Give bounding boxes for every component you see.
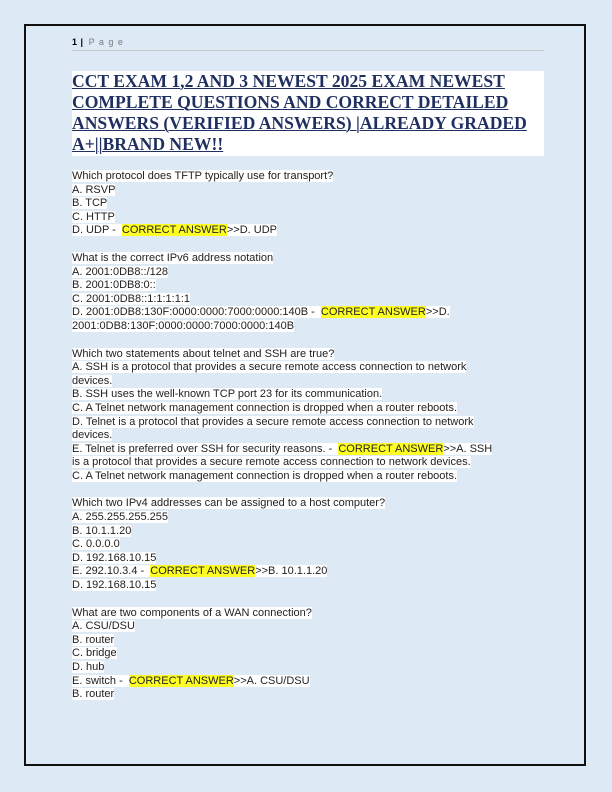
questions-list bbox=[72, 170, 544, 702]
option-line-text: B. 2001:0DB8:0:: bbox=[72, 279, 156, 292]
option-line-text: D. 192.168.10.15 bbox=[72, 551, 157, 564]
answer-text: >>A. SSH bbox=[443, 442, 493, 455]
option-line bbox=[72, 279, 544, 293]
option-line-text: D. UDP - bbox=[72, 224, 119, 237]
answer-text: >>A. CSU/DSU bbox=[233, 674, 310, 687]
answer-text: >>D. bbox=[425, 306, 450, 319]
option-line bbox=[72, 266, 544, 280]
answer-line bbox=[72, 675, 544, 689]
option-line-text: C. bridge bbox=[72, 647, 117, 660]
answer-continuation bbox=[72, 579, 544, 593]
option-line-text: E. 292.10.3.4 - bbox=[72, 565, 148, 578]
option-line-text: A. RSVP bbox=[72, 183, 116, 196]
document-title: CCT EXAM 1,2 AND 3 NEWEST 2025 EXAM NEWEST COMPLETE QUESTIONS AND CORRECT DETAILED ANSWERS (VERIFIED ANSWERS) |ALREADY GRADED A+||BRAND NEW!! bbox=[72, 71, 527, 154]
answer-continuation bbox=[72, 470, 544, 484]
answer-continuation bbox=[72, 320, 544, 334]
option-line-text: B. 10.1.1.20 bbox=[72, 524, 132, 537]
option-line bbox=[72, 402, 544, 416]
answer-text: >>B. 10.1.1.20 bbox=[255, 565, 328, 578]
option-line-text: E. Telnet is preferred over SSH for security reasons. - bbox=[72, 442, 336, 455]
option-line bbox=[72, 647, 544, 661]
option-line-text: A. CSU/DSU bbox=[72, 620, 135, 633]
page-separator: | bbox=[80, 37, 84, 47]
answer-line bbox=[72, 443, 544, 457]
option-line-text: D. 2001:0DB8:130F:0000:0000:7000:0000:140B - bbox=[72, 306, 318, 319]
option-line-text: B. SSH uses the well-known TCP port 23 for its communication. bbox=[72, 388, 383, 401]
option-line-text: A. 255.255.255.255 bbox=[72, 511, 169, 524]
question-text bbox=[72, 607, 544, 621]
question-block bbox=[72, 348, 544, 484]
answer-text: >>D. UDP bbox=[226, 224, 277, 237]
question-text-text: What is the correct IPv6 address notation bbox=[72, 251, 274, 264]
option-line bbox=[72, 361, 544, 375]
question-block bbox=[72, 252, 544, 334]
answer-continuation-text: D. 192.168.10.15 bbox=[72, 579, 157, 592]
option-line-text: B. router bbox=[72, 633, 115, 646]
option-line bbox=[72, 197, 544, 211]
answer-continuation-text: 2001:0DB8:130F:0000:0000:7000:0000:140B bbox=[72, 319, 295, 332]
option-line bbox=[72, 538, 544, 552]
correct-answer-highlight: CORRECT ANSWER bbox=[150, 565, 256, 578]
option-line-text: C. 2001:0DB8::1:1:1:1:1 bbox=[72, 292, 191, 305]
question-text-text: Which two IPv4 addresses can be assigned to a host computer? bbox=[72, 497, 386, 510]
question-text bbox=[72, 348, 544, 362]
correct-answer-highlight: CORRECT ANSWER bbox=[338, 442, 444, 455]
option-line-text: devices. bbox=[72, 429, 113, 442]
answer-continuation bbox=[72, 688, 544, 702]
option-line-text: C. 0.0.0.0 bbox=[72, 538, 120, 551]
option-line bbox=[72, 552, 544, 566]
answer-continuation-text: is a protocol that provides a secure remote access connection to network devices. bbox=[72, 456, 471, 469]
answer-continuation-text: B. router bbox=[72, 688, 115, 701]
option-line-text: D. Telnet is a protocol that provides a secure remote access connection to network bbox=[72, 415, 474, 428]
answer-line bbox=[72, 306, 544, 320]
option-line bbox=[72, 525, 544, 539]
correct-answer-highlight: CORRECT ANSWER bbox=[128, 674, 234, 687]
answer-continuation bbox=[72, 456, 544, 470]
title-box bbox=[72, 71, 544, 156]
option-line bbox=[72, 620, 544, 634]
option-line bbox=[72, 293, 544, 307]
question-block bbox=[72, 497, 544, 592]
page-number: 1 bbox=[72, 37, 78, 47]
option-line-text: A. SSH is a protocol that provides a secure remote access connection to network bbox=[72, 361, 467, 374]
answer-line bbox=[72, 565, 544, 579]
option-line bbox=[72, 634, 544, 648]
option-line-text: C. A Telnet network management connection is dropped when a router reboots. bbox=[72, 401, 458, 414]
correct-answer-highlight: CORRECT ANSWER bbox=[320, 306, 426, 319]
option-line-text: D. hub bbox=[72, 661, 105, 673]
option-line bbox=[72, 388, 544, 402]
page-label: P a g e bbox=[88, 37, 124, 47]
question-text bbox=[72, 170, 544, 184]
question-text bbox=[72, 252, 544, 266]
option-line bbox=[72, 416, 544, 430]
question-text-text: Which two statements about telnet and SSH are true? bbox=[72, 347, 335, 360]
answer-continuation-text: C. A Telnet network management connection is dropped when a router reboots. bbox=[72, 469, 458, 482]
correct-answer-highlight: CORRECT ANSWER bbox=[121, 224, 227, 237]
answer-line bbox=[72, 224, 544, 238]
question-block bbox=[72, 607, 544, 702]
option-line-text: E. switch - bbox=[72, 674, 126, 687]
option-line bbox=[72, 375, 544, 389]
question-block bbox=[72, 170, 544, 238]
option-line-text: A. 2001:0DB8::/128 bbox=[72, 265, 169, 278]
option-line-text: devices. bbox=[72, 374, 113, 387]
option-line-text: C. HTTP bbox=[72, 210, 115, 223]
option-line bbox=[72, 661, 544, 675]
option-line-text: B. TCP bbox=[72, 197, 108, 210]
question-text-text: What are two components of a WAN connection? bbox=[72, 606, 312, 619]
option-line bbox=[72, 429, 544, 443]
page-content bbox=[72, 32, 544, 702]
option-line bbox=[72, 511, 544, 525]
page-header bbox=[72, 32, 544, 51]
question-text-text: Which protocol does TFTP typically use for transport? bbox=[72, 170, 334, 182]
option-line bbox=[72, 211, 544, 225]
option-line bbox=[72, 184, 544, 198]
question-text bbox=[72, 497, 544, 511]
